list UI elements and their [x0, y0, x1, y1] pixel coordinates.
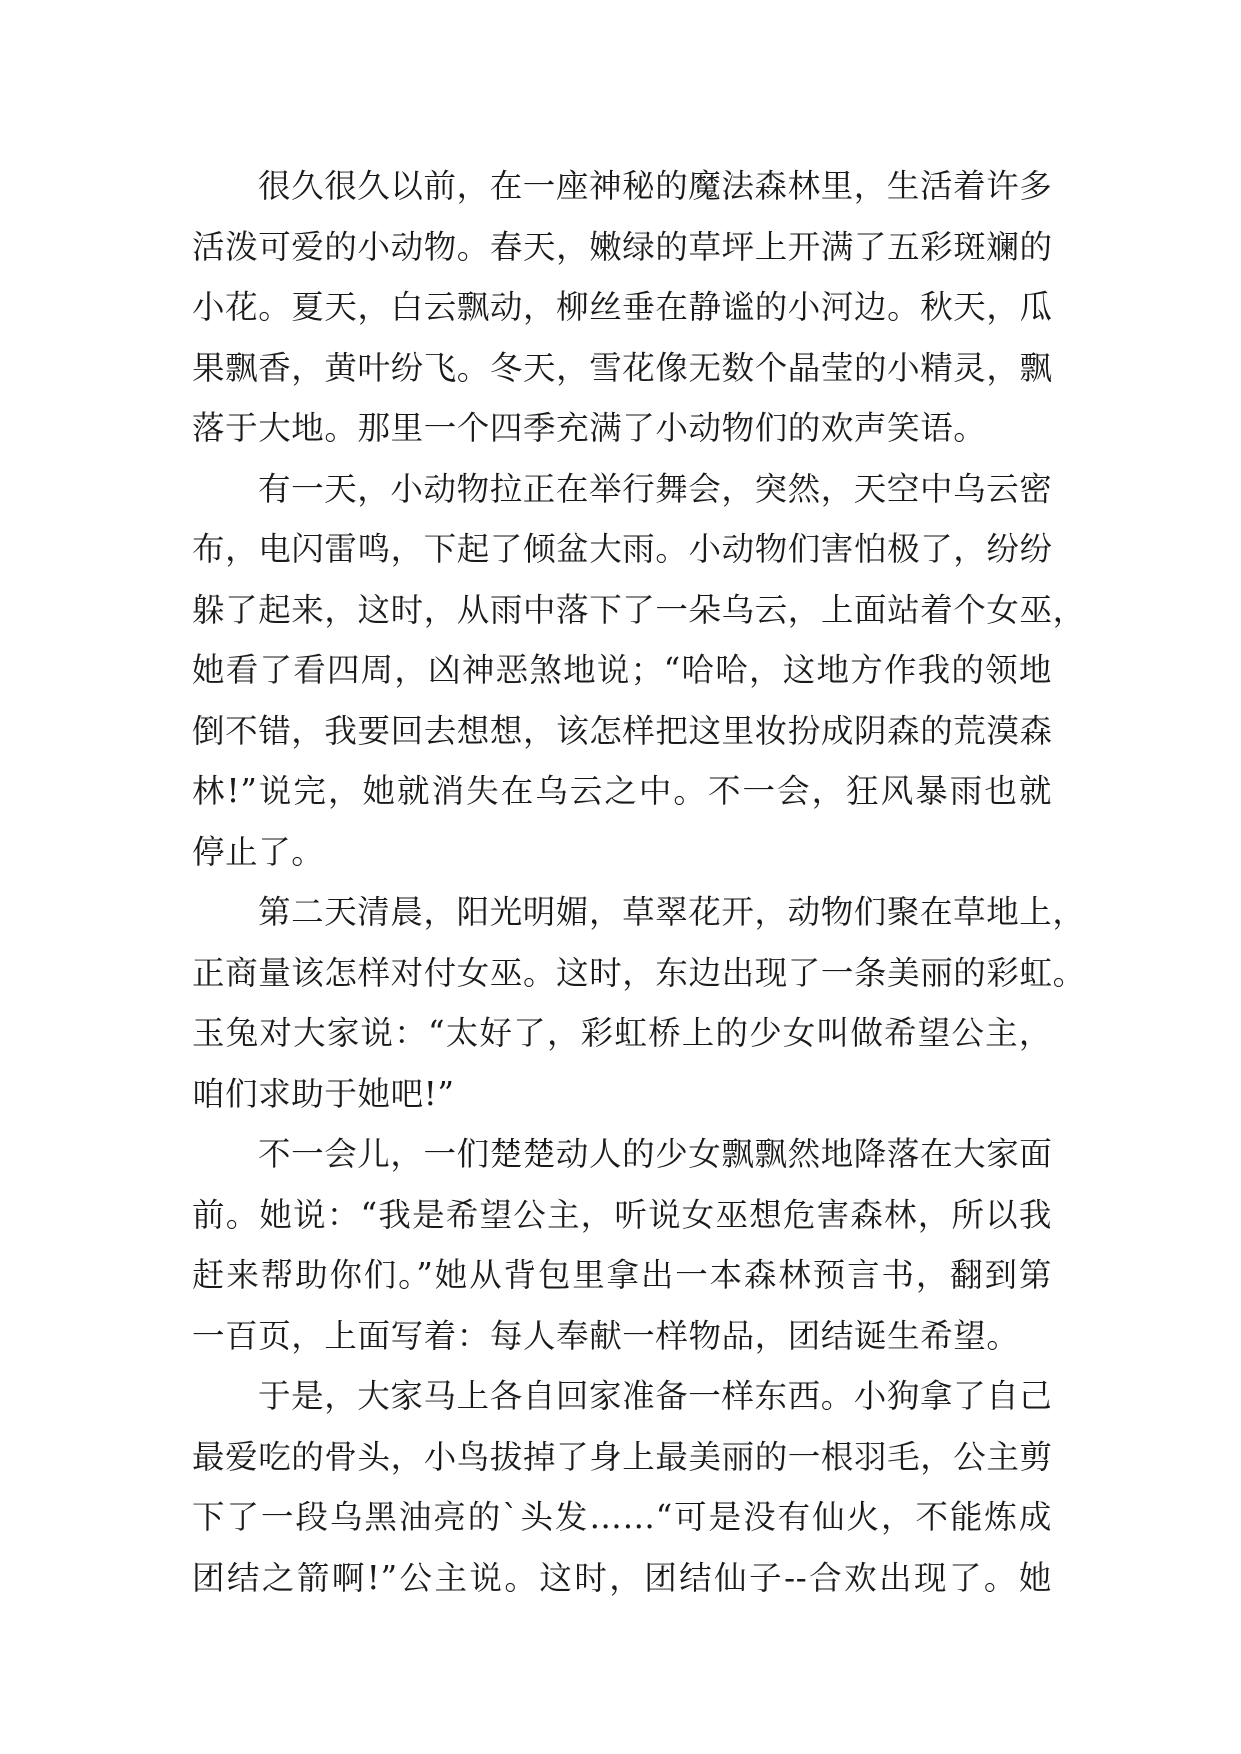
- text-line: 很久很久以前，在一座神秘的魔法森林里，生活着许多: [258, 167, 1053, 205]
- paragraph-2: [192, 459, 1086, 883]
- text-line: 正商量该怎样对付女巫。这时，东边出现了一条美丽的彩虹。: [192, 953, 1086, 992]
- paragraph-5: [192, 1366, 1052, 1608]
- text-line: 果飘香，黄叶纷飞。冬天，雪花像无数个晶莹的小精灵，飘: [192, 348, 1053, 387]
- text-line: 于是，大家马上各自回家准备一样东西。小狗拿了自己: [258, 1377, 1053, 1415]
- text-line: 不一会儿，一们楚楚动人的少女飘飘然地降落在大家面: [258, 1135, 1053, 1173]
- paragraph-1: [192, 156, 1052, 459]
- text-line: 一百页，上面写着：每人奉献一样物品，团结诞生希望。: [192, 1316, 1020, 1355]
- story-text: [192, 156, 1086, 1608]
- text-line: 下了一段乌黑油亮的`头发……“可是没有仙火，不能炼成: [192, 1498, 1052, 1536]
- text-line: 咱们求助于她吧!”: [192, 1074, 455, 1113]
- text-line: 躲了起来，这时，从雨中落下了一朵乌云，上面站着个女巫，: [192, 590, 1086, 629]
- text-line: 她看了看四周，凶神恶煞地说；“哈哈，这地方作我的领地: [192, 651, 1052, 689]
- text-line: 停止了。: [192, 832, 325, 871]
- text-line: 赶来帮助你们。”她从背包里拿出一本森林预言书，翻到第: [192, 1256, 1052, 1294]
- text-line: 布，电闪雷鸣，下起了倾盆大雨。小动物们害怕极了，纷纷: [192, 530, 1053, 568]
- text-line: 落于大地。那里一个四季充满了小动物们的欢声笑语。: [192, 409, 987, 447]
- text-line: 有一天，小动物拉正在举行舞会，突然，天空中乌云密: [258, 469, 1053, 508]
- text-line: 团结之箭啊!”公主说。这时，团结仙子--合欢出现了。她: [192, 1558, 1052, 1597]
- text-line: 倒不错，我要回去想想，该怎样把这里妆扮成阴森的荒漠森: [192, 711, 1053, 750]
- text-line: 最爱吃的骨头，小鸟拔掉了身上最美丽的一根羽毛，公主剪: [192, 1437, 1053, 1476]
- text-line: 第二天清晨，阳光明媚，草翠花开，动物们聚在草地上，: [258, 893, 1086, 931]
- text-line: 玉兔对大家说：“太好了，彩虹桥上的少女叫做希望公主，: [192, 1014, 1052, 1052]
- text-line: 前。她说：“我是希望公主，听说女巫想危害森林，所以我: [192, 1195, 1052, 1234]
- paragraph-4: [192, 1124, 1052, 1366]
- text-line: 活泼可爱的小动物。春天，嫩绿的草坪上开满了五彩斑斓的: [192, 227, 1053, 266]
- text-line: 小花。夏天，白云飘动，柳丝垂在静谧的小河边。秋天，瓜: [192, 288, 1053, 326]
- paragraph-3: [192, 882, 1086, 1124]
- text-line: 林!”说完，她就消失在乌云之中。不一会，狂风暴雨也就: [192, 772, 1052, 810]
